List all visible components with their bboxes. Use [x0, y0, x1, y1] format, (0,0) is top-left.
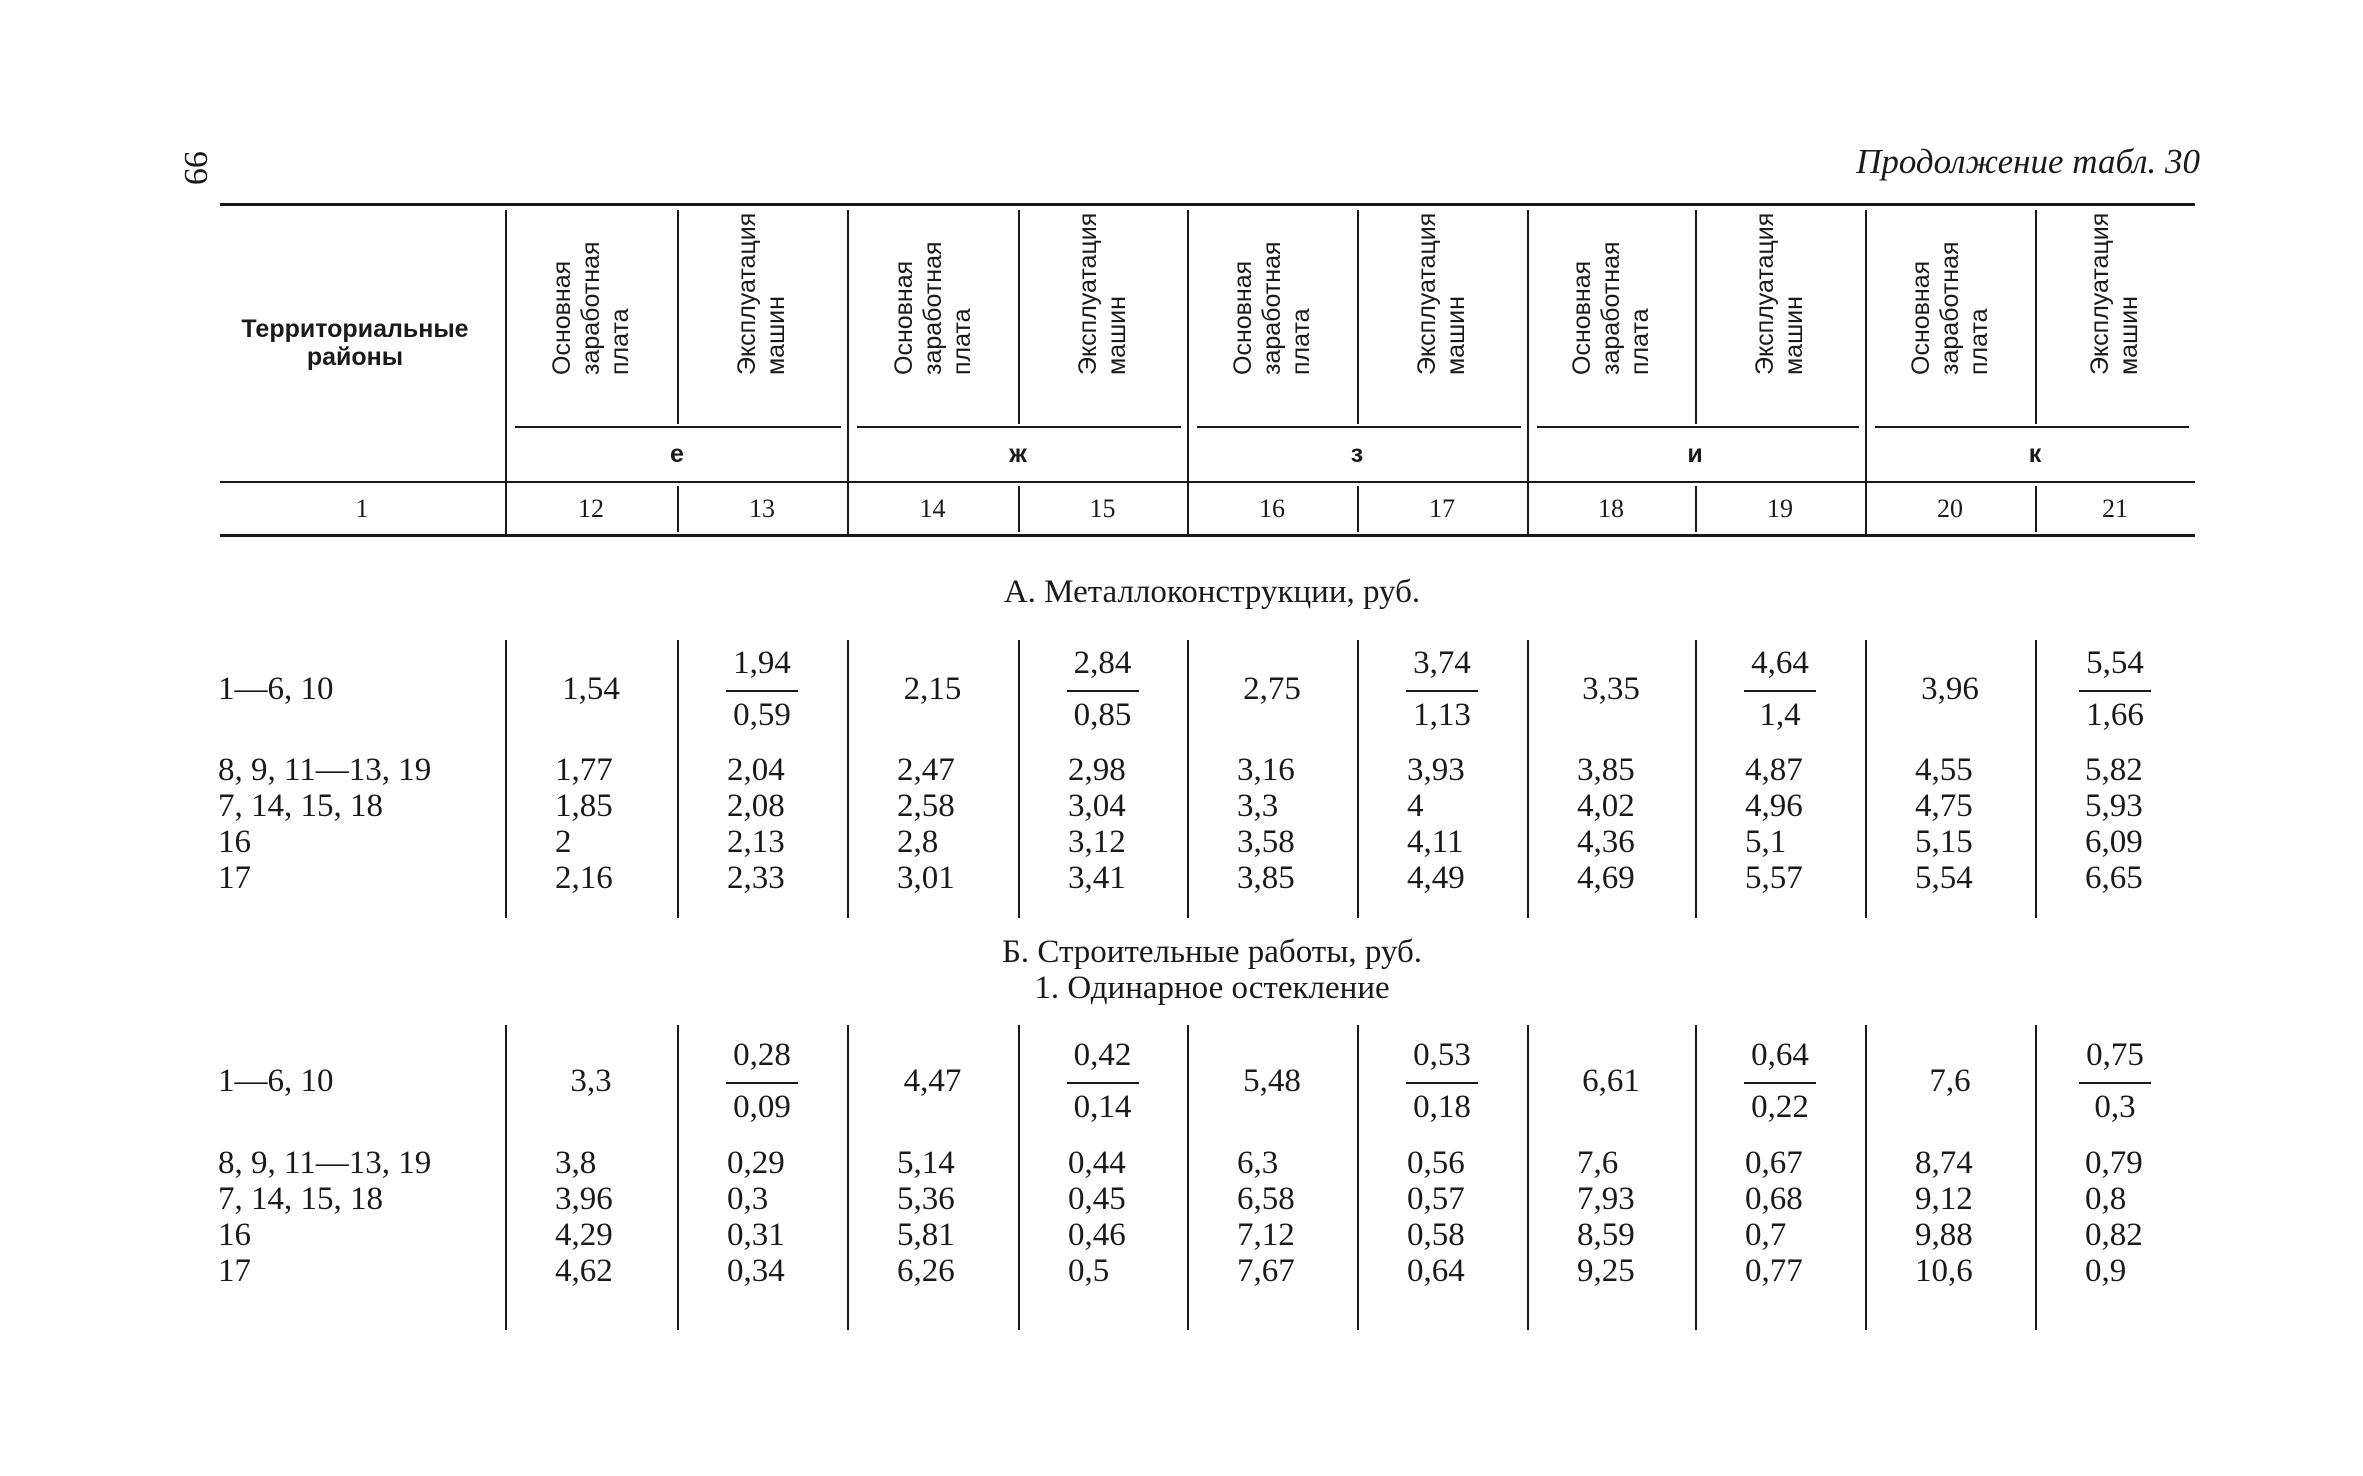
table-cell: 4,36	[1577, 824, 1635, 860]
table-cell: 2,47	[897, 752, 955, 788]
table-cell: 2,16	[555, 860, 613, 896]
body-column-divider	[1357, 1025, 1359, 1330]
table-cell: 2,75	[1243, 671, 1301, 707]
table-cell: 3,35	[1582, 671, 1640, 707]
table-cell: 0,58	[1407, 1217, 1465, 1253]
fraction-bar	[2079, 690, 2151, 692]
header-col-divider	[2035, 210, 2037, 424]
row-label: 7, 14, 15, 18	[218, 1181, 383, 1217]
body-column-divider	[1695, 640, 1697, 918]
table-cell: 0,31	[727, 1217, 785, 1253]
fraction-bar	[1744, 1082, 1816, 1084]
body-column-divider	[1187, 640, 1189, 918]
table-cell: 0,29	[727, 1145, 785, 1181]
table-cell: 7,93	[1577, 1181, 1635, 1217]
body-column-divider	[1865, 1025, 1867, 1330]
table-cell: 4,29	[555, 1217, 613, 1253]
column-number: 21	[2102, 494, 2128, 523]
column-header-text: Основная заработная плата	[1228, 241, 1315, 375]
table-cell: 0,56	[1407, 1145, 1465, 1181]
fraction-numerator: 5,54	[2086, 645, 2144, 681]
table-cell: 6,26	[897, 1253, 955, 1289]
header-col-divider	[1018, 210, 1020, 424]
fraction-denominator: 0,22	[1751, 1089, 1809, 1125]
column-header-machines	[702, 175, 822, 375]
table-cell: 7,12	[1237, 1217, 1295, 1253]
table-cell: 9,25	[1577, 1253, 1635, 1289]
row-label: 1—6, 10	[218, 1063, 334, 1099]
table-cell: 6,65	[2085, 860, 2143, 896]
column-header-machines	[2055, 175, 2175, 375]
column-header-machines	[1043, 175, 1163, 375]
fraction-denominator: 1,13	[1413, 697, 1471, 733]
body-column-divider	[1018, 1025, 1020, 1330]
group-letter: е	[670, 440, 684, 468]
header-group-divider	[1865, 210, 1867, 534]
table-cell: 3,3	[1237, 788, 1279, 824]
table-cell: 1,77	[555, 752, 613, 788]
group-letter: к	[2028, 440, 2042, 468]
body-column-divider	[2035, 640, 2037, 918]
row-label: 7, 14, 15, 18	[218, 788, 383, 824]
table-cell: 4,75	[1915, 788, 1973, 824]
row-label: 8, 9, 11—13, 19	[218, 1145, 432, 1181]
fraction-denominator: 0,3	[2094, 1089, 2136, 1125]
colnum-top-rule	[220, 481, 2195, 483]
table-cell: 3,85	[1577, 752, 1635, 788]
group-letter: з	[1350, 440, 1364, 468]
table-cell: 0,67	[1745, 1145, 1803, 1181]
fraction-denominator: 1,4	[1759, 697, 1801, 733]
table-cell: 0,64	[1407, 1253, 1465, 1289]
column-number: 20	[1937, 494, 1963, 523]
header-bottom-rule	[220, 534, 2195, 537]
body-column-divider	[1187, 1025, 1189, 1330]
table-cell: 0,3	[727, 1181, 769, 1217]
body-column-divider	[1527, 1025, 1529, 1330]
table-cell: 2,58	[897, 788, 955, 824]
table-caption: Продолжение табл. 30	[1856, 142, 2200, 181]
table-cell: 4	[1407, 788, 1424, 824]
table-cell: 3,93	[1407, 752, 1465, 788]
table-cell: 3,3	[570, 1063, 612, 1099]
body-column-divider	[847, 640, 849, 918]
table-cell: 0,68	[1745, 1181, 1803, 1217]
fraction-numerator: 4,64	[1751, 645, 1809, 681]
fraction-numerator: 2,84	[1073, 645, 1132, 681]
table-cell: 4,11	[1407, 824, 1464, 860]
table-cell: 9,88	[1915, 1217, 1973, 1253]
table-cell: 4,55	[1915, 752, 1973, 788]
section-title: Б. Строительные работы, руб.	[1001, 934, 1423, 970]
body-column-divider	[677, 640, 679, 918]
table-cell: 5,14	[897, 1145, 955, 1181]
fraction-denominator: 0,09	[733, 1089, 791, 1125]
fraction-numerator: 0,53	[1413, 1037, 1471, 1073]
group-rule	[1537, 426, 1859, 428]
table-cell: 5,54	[1915, 860, 1973, 896]
table-cell: 2	[555, 824, 572, 860]
table-cell: 5,1	[1745, 824, 1787, 860]
header-group-divider	[1527, 210, 1529, 534]
table-cell: 2,15	[903, 671, 962, 707]
table-cell: 0,5	[1068, 1253, 1110, 1289]
row-label: 17	[218, 860, 251, 896]
group-rule	[1197, 426, 1521, 428]
column-number: 15	[1089, 494, 1116, 523]
table-cell: 6,61	[1582, 1063, 1640, 1099]
header-group-divider	[1187, 210, 1189, 534]
table-cell: 3,8	[555, 1145, 597, 1181]
column-header-text: Основная заработная плата	[1567, 241, 1654, 375]
table-cell: 7,67	[1237, 1253, 1295, 1289]
fraction-bar	[726, 690, 798, 692]
body-column-divider	[505, 1025, 507, 1330]
table-cell: 5,15	[1915, 824, 1973, 860]
column-number: 19	[1767, 494, 1793, 523]
table-cell: 5,81	[897, 1217, 955, 1253]
column-number: 16	[1259, 494, 1285, 523]
table-cell: 5,93	[2085, 788, 2143, 824]
region-column-label: Территориальные районы	[241, 315, 469, 371]
column-header-wage	[873, 175, 993, 375]
table-cell: 3,01	[897, 860, 955, 896]
header-group-divider	[847, 210, 849, 534]
table-cell: 0,9	[2085, 1253, 2127, 1289]
column-header-text: Эксплуатация машин	[1751, 212, 1808, 375]
fraction-bar	[1406, 690, 1478, 692]
body-column-divider	[1357, 640, 1359, 918]
page-number: 99	[177, 151, 214, 185]
table-cell: 0,79	[2085, 1145, 2143, 1181]
body-column-divider	[1018, 640, 1020, 918]
table-cell: 1,54	[562, 671, 620, 707]
table-cell: 4,47	[903, 1063, 962, 1099]
table-cell: 3,58	[1237, 824, 1295, 860]
column-header-wage	[531, 175, 651, 375]
table-cell: 0,77	[1745, 1253, 1803, 1289]
table-cell: 3,41	[1068, 860, 1126, 896]
header-col-divider	[1695, 210, 1697, 424]
row-label: 16	[218, 824, 251, 860]
row-label: 8, 9, 11—13, 19	[218, 752, 432, 788]
fraction-bar	[1067, 1082, 1139, 1084]
table-cell: 0,45	[1068, 1181, 1126, 1217]
table-cell: 2,8	[897, 824, 939, 860]
group-letter: ж	[1009, 440, 1027, 468]
column-header-wage	[1551, 175, 1671, 375]
fraction-denominator: 0,59	[733, 697, 791, 733]
column-number: 14	[919, 494, 946, 523]
column-header-text: Основная заработная плата	[547, 241, 634, 375]
table-cell: 10,6	[1915, 1253, 1973, 1289]
table-cell: 2,08	[727, 788, 785, 824]
table-cell: 0,44	[1068, 1145, 1126, 1181]
table-cell: 4,96	[1745, 788, 1803, 824]
table-cell: 0,34	[727, 1253, 785, 1289]
colnum-divider	[677, 486, 679, 532]
table-cell: 3,96	[1921, 671, 1979, 707]
table-cell: 2,33	[727, 860, 785, 896]
header-col-divider	[1357, 210, 1359, 424]
fraction-numerator: 0,42	[1073, 1037, 1132, 1073]
column-number: 1	[355, 494, 369, 523]
table-cell: 7,6	[1577, 1145, 1619, 1181]
body-column-divider	[1695, 1025, 1697, 1330]
column-header-text: Эксплуатация машин	[1413, 212, 1470, 375]
group-rule	[515, 426, 841, 428]
table-cell: 6,09	[2085, 824, 2143, 860]
table-cell: 8,59	[1577, 1217, 1635, 1253]
column-header-text: Основная заработная плата	[1906, 241, 1993, 375]
column-header-machines	[1382, 175, 1502, 375]
table-cell: 5,82	[2085, 752, 2143, 788]
row-label: 16	[218, 1217, 251, 1253]
table-cell: 0,7	[1745, 1217, 1787, 1253]
table-cell: 5,57	[1745, 860, 1803, 896]
table-cell: 7,6	[1929, 1063, 1971, 1099]
table-cell: 4,87	[1745, 752, 1803, 788]
body-column-divider	[1527, 640, 1529, 918]
table-cell: 3,96	[555, 1181, 613, 1217]
fraction-denominator: 1,66	[2086, 697, 2144, 733]
table-cell: 4,02	[1577, 788, 1635, 824]
table-cell: 4,69	[1577, 860, 1635, 896]
table-cell: 2,13	[727, 824, 785, 860]
column-number: 13	[749, 494, 775, 523]
table-cell: 3,16	[1237, 752, 1295, 788]
table-cell: 3,12	[1068, 824, 1126, 860]
fraction-denominator: 0,18	[1413, 1089, 1471, 1125]
table-cell: 1,85	[555, 788, 613, 824]
fraction-bar	[1744, 690, 1816, 692]
body-column-divider	[505, 640, 507, 918]
fraction-numerator: 0,64	[1751, 1037, 1809, 1073]
fraction-bar	[1406, 1082, 1478, 1084]
table-cell: 2,04	[727, 752, 785, 788]
colnum-divider	[1357, 486, 1359, 532]
body-column-divider	[847, 1025, 849, 1330]
row-label: 1—6, 10	[218, 671, 334, 707]
body-column-divider	[2035, 1025, 2037, 1330]
body-column-divider	[677, 1025, 679, 1330]
column-header-machines	[1720, 175, 1840, 375]
table-cell: 0,46	[1068, 1217, 1126, 1253]
fraction-numerator: 0,28	[733, 1037, 791, 1073]
section-title: А. Металлоконструкции, руб.	[1003, 574, 1421, 610]
group-rule	[1875, 426, 2189, 428]
table-cell: 6,3	[1237, 1145, 1279, 1181]
fraction-numerator: 0,75	[2086, 1037, 2144, 1073]
fraction-bar	[1067, 690, 1139, 692]
header-group-divider	[505, 210, 507, 534]
column-header-text: Эксплуатация машин	[1073, 212, 1131, 375]
fraction-numerator: 3,74	[1413, 645, 1471, 681]
column-header-text: Основная заработная плата	[889, 241, 975, 375]
fraction-numerator: 1,94	[733, 645, 791, 681]
colnum-divider	[1695, 486, 1697, 532]
fraction-bar	[726, 1082, 798, 1084]
table-cell: 9,12	[1915, 1181, 1973, 1217]
column-number: 17	[1429, 494, 1455, 523]
table-cell: 0,8	[2085, 1181, 2127, 1217]
region-column-header	[220, 315, 490, 371]
table-cell: 0,57	[1407, 1181, 1465, 1217]
column-header-text: Эксплуатация машин	[2086, 212, 2143, 375]
row-label: 17	[218, 1253, 251, 1289]
body-column-divider	[1865, 640, 1867, 918]
table-cell: 6,58	[1237, 1181, 1295, 1217]
table-cell: 4,62	[555, 1253, 613, 1289]
group-rule	[857, 426, 1181, 428]
column-header-wage	[1212, 175, 1332, 375]
fraction-denominator: 0,14	[1073, 1089, 1132, 1125]
header-col-divider	[677, 210, 679, 424]
table-cell: 3,85	[1237, 860, 1295, 896]
column-number: 18	[1598, 494, 1624, 523]
group-letter: и	[1687, 440, 1703, 468]
section-subtitle: 1. Одинарное остекление	[1034, 970, 1390, 1006]
table-cell: 8,74	[1915, 1145, 1973, 1181]
column-header-wage	[1890, 175, 2010, 375]
table-cell: 4,49	[1407, 860, 1465, 896]
fraction-bar	[2079, 1082, 2151, 1084]
table-cell: 0,82	[2085, 1217, 2143, 1253]
table-cell: 2,98	[1068, 752, 1126, 788]
colnum-divider	[1018, 486, 1020, 532]
table-cell: 5,48	[1243, 1063, 1301, 1099]
fraction-denominator: 0,85	[1073, 697, 1132, 733]
table-cell: 3,04	[1068, 788, 1126, 824]
column-number: 12	[578, 494, 604, 523]
column-header-text: Эксплуатация машин	[733, 212, 790, 375]
table-cell: 5,36	[897, 1181, 955, 1217]
